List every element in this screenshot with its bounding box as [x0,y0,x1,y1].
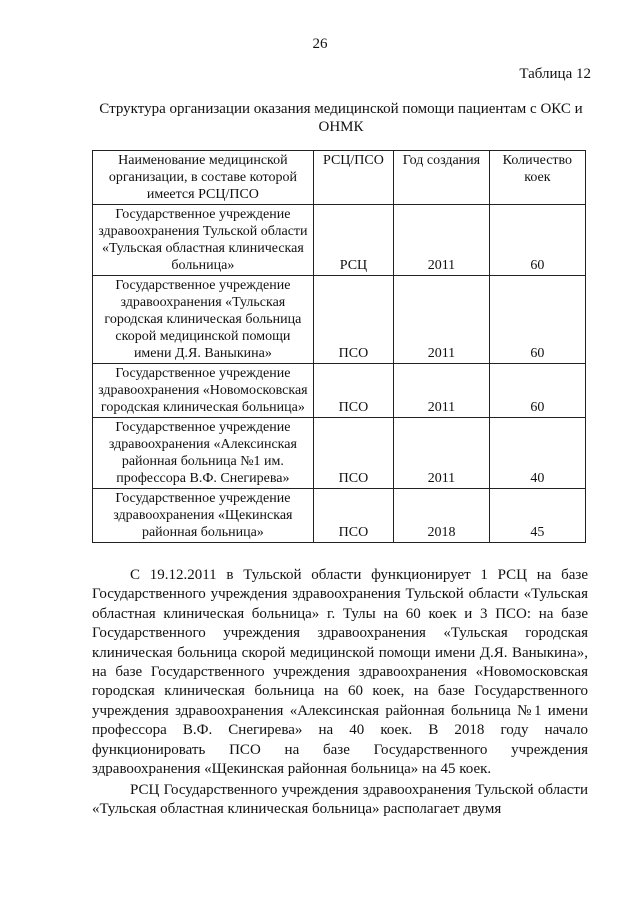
table-row [93,489,586,543]
table-row [93,418,586,489]
table-label: Таблица 12 [519,66,591,82]
header-year: Год создания [394,151,490,205]
table-row [93,276,586,364]
header-beds: Количество коек [489,151,585,205]
page-number: 26 [312,36,328,52]
row-year: 2011 [394,276,490,364]
row-type: ПСО [313,276,393,364]
row-type: ПСО [313,364,393,418]
row-beds: 45 [489,489,585,543]
row-year: 2011 [394,205,490,276]
row-beds: 60 [489,364,585,418]
table-header-row [93,151,586,205]
body-paragraph: РСЦ Государственного учреждения здравоохранения Тульской области «Тульская областная клиническая больница» располагает двумя [92,782,588,818]
table-caption: Структура организации оказания медицинской помощи пациентам с ОКС и ОНМК [99,101,583,135]
row-year: 2011 [394,418,490,489]
header-type: РСЦ/ПСО [313,151,393,205]
row-type: ПСО [313,489,393,543]
row-name: Государственное учреждение здравоохранения «Щекинская районная больница» [93,489,314,543]
row-type: РСЦ [313,205,393,276]
table-row [93,364,586,418]
table-row [93,205,586,276]
row-name: Государственное учреждение здравоохранения «Новомосковская городская клиническая больница» [93,364,314,418]
row-beds: 60 [489,205,585,276]
body-paragraph: С 19.12.2011 в Тульской области функционирует 1 РСЦ на базе Государственного учреждения здравоохранения Тульской области «Тульская областная клиническая больница» г. Тулы на 60 коек и 3 ПСО: на базе Государственного учреждения здравоохранения «Тульская городская клиническая больница скорой медицинской помощи имени Д.Я. Ваныкина», на базе Государственного учреждения здравоохранения «Новомосковская городская клиническая больница на 60 коек, на базе Государственного учреждения здравоохранения «Алексинская районная больница №1 имени профессора В.Ф. Снегирева» на 40 коек. В 2018 году начало функционировать ПСО на базе Государственного учреждения здравоохранения «Щекинская районная больница» на 45 коек. [92,567,588,778]
row-year: 2018 [394,489,490,543]
row-year: 2011 [394,364,490,418]
row-beds: 60 [489,276,585,364]
row-name: Государственное учреждение здравоохранения Тульской области «Тульская областная клиническая больница» [93,205,314,276]
row-beds: 40 [489,418,585,489]
row-name: Государственное учреждение здравоохранения «Тульская городская клиническая больница скорой медицинской помощи имени Д.Я. Ваныкина» [93,276,314,364]
row-name: Государственное учреждение здравоохранения «Алексинская районная больница №1 им. профессора В.Ф. Снегирева» [93,418,314,489]
organizations-table [92,150,586,543]
header-name: Наименование медицинской организации, в составе которой имеется РСЦ/ПСО [93,151,314,205]
row-type: ПСО [313,418,393,489]
